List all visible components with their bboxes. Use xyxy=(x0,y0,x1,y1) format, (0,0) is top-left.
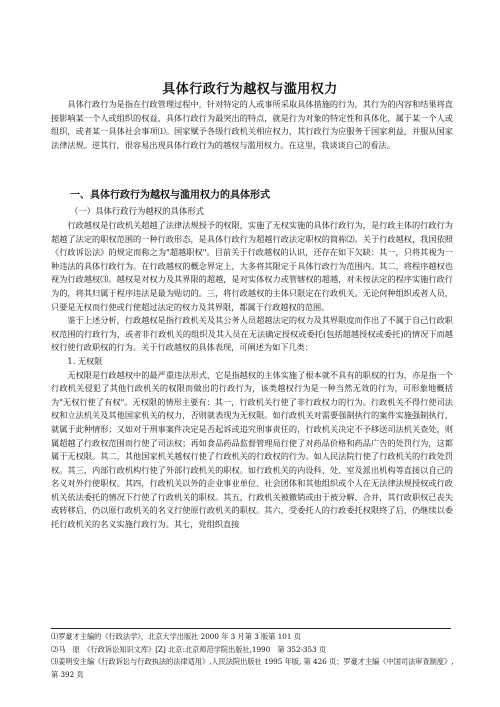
intro-paragraph-block xyxy=(51,98,453,152)
footnote-divider xyxy=(51,628,451,629)
intro-paragraph: 具体行政行为是指在行政管理过程中，针对特定的人或事所采取具体措施的行为，其行为的内容和结果将直接影响某一个人或组织的权益，具体行政行为最突出的特点，就是行为对象的特定性和具体化，属于某一个人或组织，或者某一具体社会事项⑴。国家赋予各级行政机关相应权力，其行政行为应服务于国家利益，并服从国家法律法规。逆其行，很容易出现具体行政行为的越权与滥用权力。在这里，我谈谈自己的看法。 xyxy=(51,99,453,150)
section-heading: 一、具体行政行为越权与滥用权力的具体形式 xyxy=(70,190,270,201)
subsection-heading: （一）具体行政行为越权的具体形式 xyxy=(70,206,204,216)
footnote-3: ⑶姜明安主编《行政诉讼与行政执法的法律适用》,人民法院出版社 1995 年版, 第 426 页；罗豪才主编《中国司法审查制度》, 第 392 页 xyxy=(51,657,454,679)
footnotes xyxy=(51,631,455,681)
paragraph-overreach-summary: 鉴于上述分析，行政越权是指行政机关及其公务人员超越法定的权力及其界限度而作出了不属于自己行政职权范围的行政行为，或者非行政机关的组织及其人员在无法确定授权或委托(包括超越授权或委托)的情况下而越权行使行政职权的行为。关于行政越权的具体表现，可阐述为如下几类： xyxy=(51,315,453,353)
section-body xyxy=(51,219,453,532)
paragraph-overreach-definition: 行政越权是行政机关超越了法律法规授予的权限，实施了无权实施的具体行政行为，是行政主体的行政行为超越了法定的职权范围的一种行政形态，是具体行政行为超越行政法定职权的简称⑵。关于行政越权，我国依照《行政诉讼法》的规定而称之为"超越职权"。目前关于行政越权的认识，还存在如下欠缺：其一，只将其视为一种违法的具体行政行为。在行政越权的概念界定上，大多将其限定于具体行政行为范围内。其二，将程序越权也视为行政越权⑶。越权是对权力及其界限的超越，是对实体权力或管辖权的超越，对未按法定的程序实施行政行为的，将其归属于程序违法是最为贴切的。三，将行政越权的主体只限定在行政机关。无论何种组织或者人员，只要是无权而行使或行使超过法定的权力及其界限，都属于行政越权的范围。 xyxy=(51,220,453,312)
paragraph-no-authority: 无权限是行政越权中的最严重违法形式，它是指越权的主体实施了根本就不具有的职权的行为，亦是指一个行政机关侵犯了其他行政机关的权限而做出的行政行为，该类越权行为是一种当然无效的行为，可形象地概括为"无权行使了有权"。无权限的情形主要有：其一，行政机关行使了非行政权力的行为。行政机关不得行使司法权和立法机关及其他国家机关的权力，否则就表现为无权限。如行政机关对需要强制执行的案件实施强制执行，就属于此种情形；又如对于刑事案件决定是否起诉或追究刑事责任的，行政机关决定不予移送司法机关查处，则属超越了行政权范围而行使了司法权；再如食品药品监督管理局行使了对药品价格和药品广告的处罚行为，这都属于无权限。其二，其他国家机关越权行使了行政机关的行政权的行为。如人民法院行使了行政机关的行政处罚权。其三，内部行政机构行使了外部行政机关的职权。如行政机关的内设科、处、室及派出机构等直接以自己的名义对外行使职权。其四，行政机关以外的企业事业单位、社会团体和其他组织或个人在无法律法规授权或行政机关依法委托的情况下行使了行政机关的职权。其五，行政机关被撤销或由于被分解、合并，其行政职权已丧失或转移后，仍以原行政机关的名义行使原行政机关的职权。其六，受委托人的行政委托权限终了后，仍继续以委托行政机关的名义实施行政行为。其七，党组织直接 xyxy=(51,369,453,530)
footnote-2: ⑵马 原 《行政诉讼知识文库》[Z] 北京:北京师范学院出版社,1990 第 352-353 页 xyxy=(51,644,327,654)
list-item-label: 1. 无权限 xyxy=(67,355,103,366)
footnote-1: ⑴罗豪才主编的《行政法学》，北京大学出版社 2000 年 3 月第 3 版第 101 页 xyxy=(51,632,301,641)
page-title: 具体行政行为越权与滥用权力 xyxy=(162,82,338,97)
